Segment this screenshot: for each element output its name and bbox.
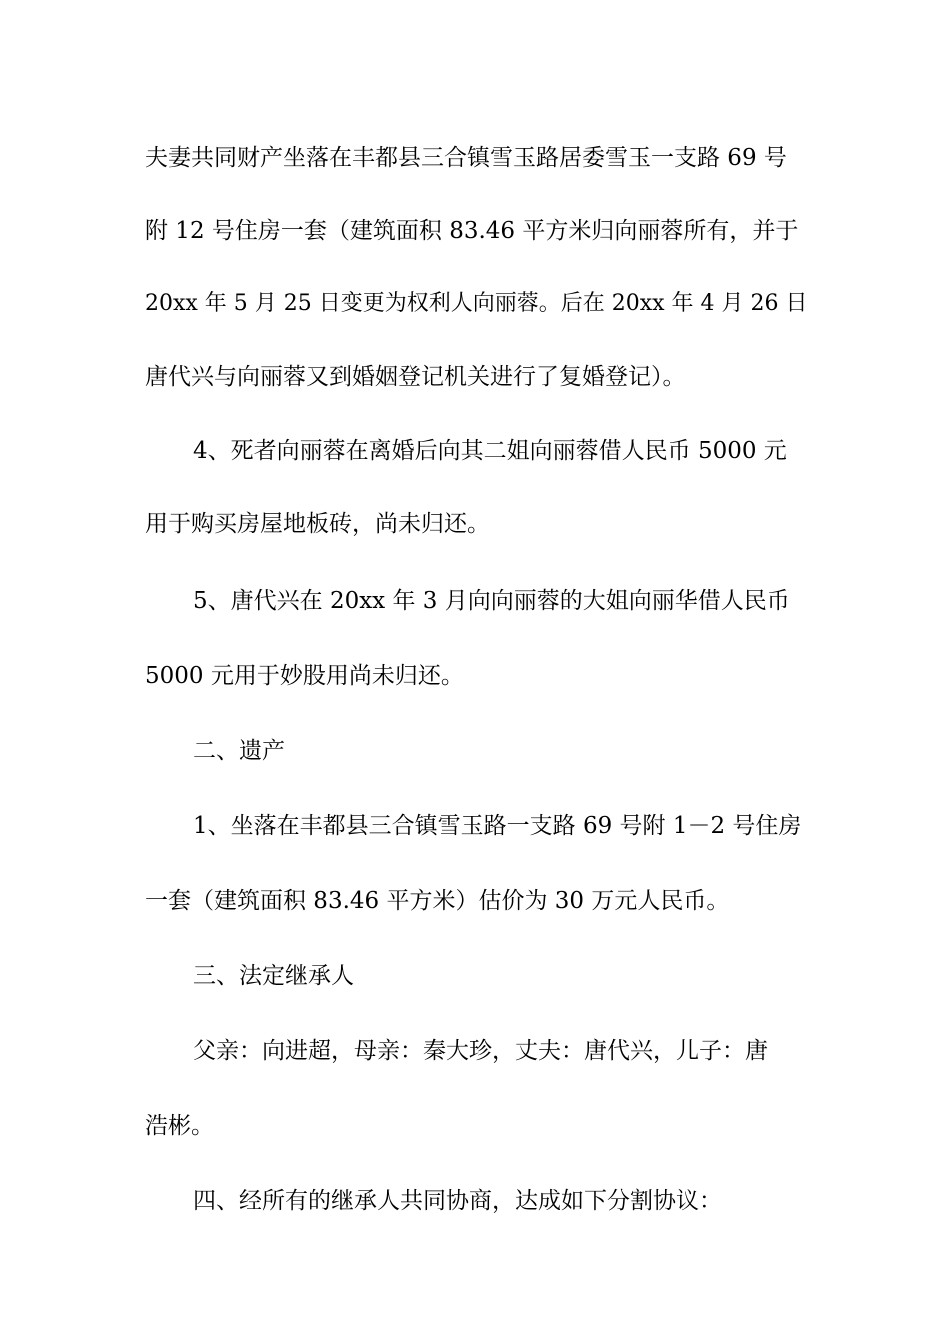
paragraph-line: 一套（建筑面积 83.46 平方米）估价为 30 万元人民币。 <box>145 888 730 914</box>
paragraph-line: 4、死者向丽蓉在离婚后向其二姐向丽蓉借人民币 5000 元 <box>193 438 787 464</box>
paragraph-line: 5、唐代兴在 20xx 年 3 月向向丽蓉的大姐向丽华借人民币 <box>193 588 790 614</box>
paragraph-line: 1、坐落在丰都县三合镇雪玉路一支路 69 号附 1－2 号住房 <box>193 813 802 839</box>
paragraph-line: 附 12 号住房一套（建筑面积 83.46 平方米归向丽蓉所有，并于 <box>145 218 799 244</box>
section-heading: 四、经所有的继承人共同协商，达成如下分割协议： <box>193 1188 722 1214</box>
paragraph-line: 浩彬。 <box>145 1113 214 1139</box>
section-heading: 三、法定继承人 <box>193 963 354 989</box>
paragraph-line: 5000 元用于妙股用尚未归还。 <box>145 663 464 689</box>
paragraph-line: 唐代兴与向丽蓉又到婚姻登记机关进行了复婚登记）。 <box>145 364 686 390</box>
paragraph-line: 夫妻共同财产坐落在丰都县三合镇雪玉路居委雪玉一支路 69 号 <box>145 145 787 171</box>
paragraph-line: 20xx 年 5 月 25 日变更为权利人向丽蓉。后在 20xx 年 4 月 26 日 <box>145 291 808 316</box>
paragraph-line: 父亲：向进超，母亲：秦大珍，丈夫：唐代兴，儿子：唐 <box>193 1038 768 1064</box>
section-heading: 二、遗产 <box>193 738 285 764</box>
paragraph-line: 用于购买房屋地板砖，尚未归还。 <box>145 511 490 537</box>
